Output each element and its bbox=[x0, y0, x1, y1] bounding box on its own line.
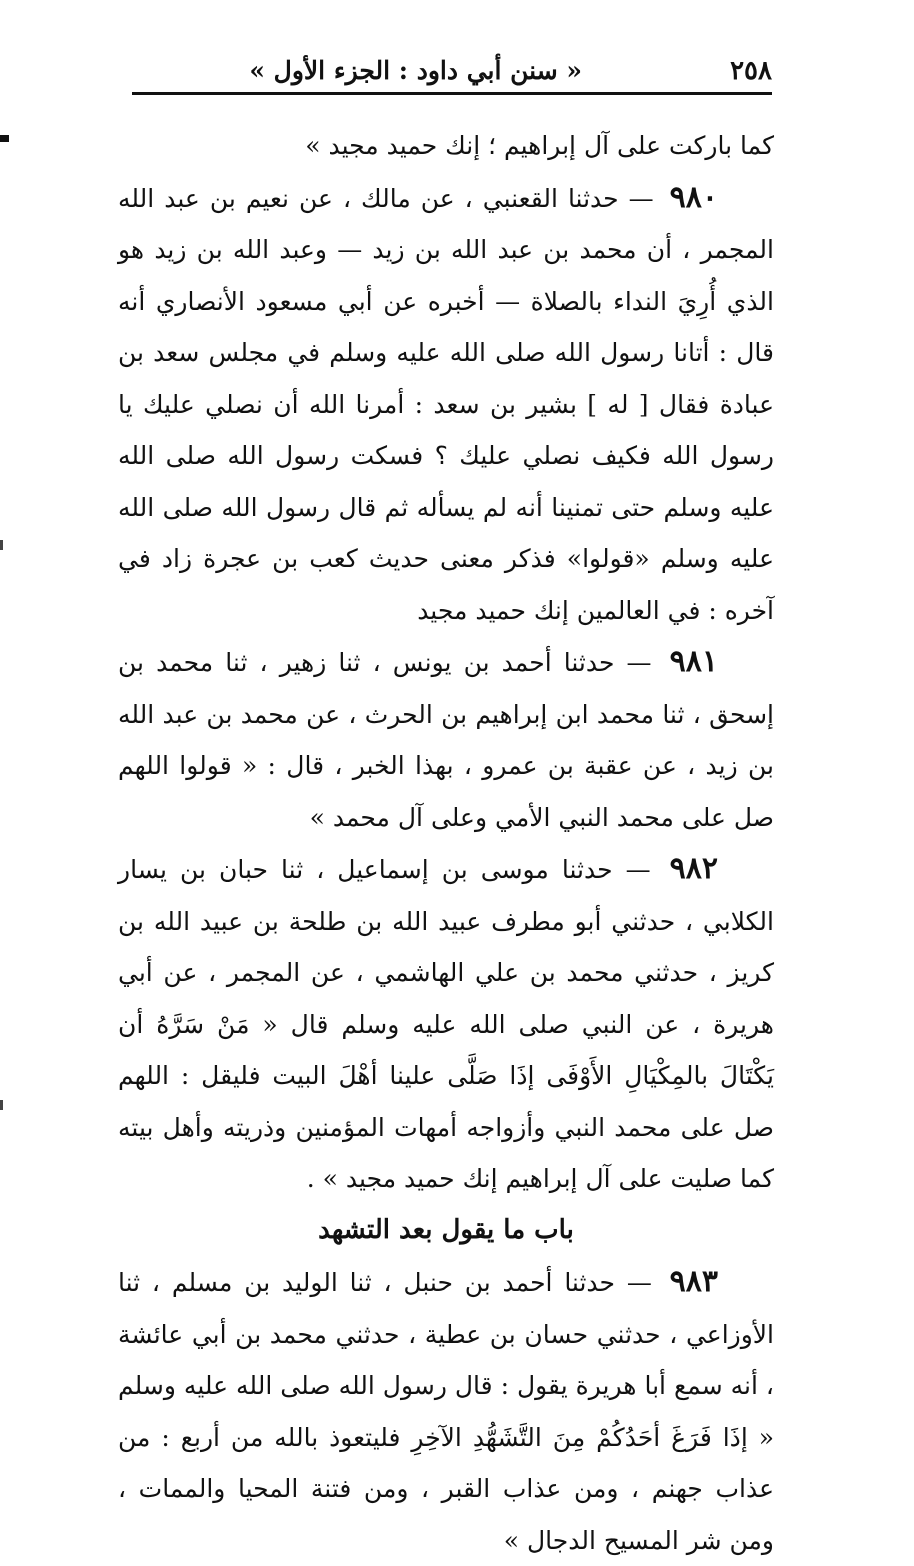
chapter-heading: باب ما يقول بعد التشهد bbox=[318, 1214, 574, 1245]
hadith-982 bbox=[118, 843, 774, 1205]
scan-margin-mark bbox=[0, 135, 9, 142]
hadith-983 bbox=[118, 1256, 774, 1566]
page-number: ٢٥٨ bbox=[730, 56, 772, 86]
continuation-text: كما باركت على آل إبراهيم ؛ إنك حميد مجيد » bbox=[305, 131, 774, 160]
continuation-paragraph bbox=[118, 120, 774, 172]
scan-margin-mark bbox=[0, 1100, 3, 1110]
hadith-981 bbox=[118, 636, 774, 843]
hadith-number-980: ٩٨٠ bbox=[669, 179, 718, 215]
hadith-number-981: ٩٨١ bbox=[669, 644, 718, 679]
hadith-number-982: ٩٨٢ bbox=[669, 851, 718, 886]
page-header bbox=[132, 52, 772, 90]
hadith-text-983: — حدثنا أحمد بن حنبل ، ثنا الوليد بن مسلم ، ثنا الأوزاعي ، حدثني حسان بن عطية ، حدثني محمد بن أبي عائشة ، أنه سمع أبا هريرة يقول : قال رسول الله صلى الله عليه وسلم « إذَا فَرَغَ أحَدُكُمْ مِنَ التَّشَهُّدِ الآخِرِ فليتعوذ بالله من أربع : من عذاب جهنم ، ومن عذاب القبر ، ومن فتنة المحيا والممات ، ومن شر المسيح الدجال » bbox=[118, 1268, 774, 1555]
hadith-number-983: ٩٨٣ bbox=[669, 1264, 718, 1299]
running-title: « سنن أبي داود : الجزء الأول » bbox=[249, 56, 582, 85]
header-rule bbox=[132, 92, 772, 95]
scan-margin-mark bbox=[0, 540, 3, 550]
hadith-text-981: — حدثنا أحمد بن يونس ، ثنا زهير ، ثنا محمد بن إسحق ، ثنا محمد ابن إبراهيم بن الحرث ، عن محمد بن عبد الله بن زيد ، عن عقبة بن عمرو ، بهذا الخبر ، قال : « قولوا اللهم صل على محمد النبي الأمي وعلى آل محمد » bbox=[118, 648, 774, 832]
hadith-text-982: — حدثنا موسى بن إسماعيل ، ثنا حبان بن يسار الكلابي ، حدثني أبو مطرف عبيد الله بن طلحة بن عبيد الله بن كريز ، حدثني محمد بن علي الهاشمي ، عن المجمر ، عن أبي هريرة ، عن النبي صلى الله عليه وسلم قال « مَنْ سَرَّهُ أن يَكْتَالَ بالمِكْيَالِ الأَوْفَى إذَا صَلَّى علينا أهْلَ البيت فليقل : اللهم صل على محمد النبي وأزواجه أمهات المؤمنين وذريته وأهل بيته كما صليت على آل إبراهيم إنك حميد مجيد » . bbox=[118, 855, 774, 1193]
hadith-text-980: — حدثنا القعنبي ، عن مالك ، عن نعيم بن عبد الله المجمر ، أن محمد بن عبد الله بن زيد — وعبد الله بن زيد هو الذي أُرِيَ النداء بالصلاة — أخبره عن أبي مسعود الأنصاري أنه قال : أتانا رسول الله صلى الله عليه وسلم في مجلس سعد بن عبادة فقال [ له ] بشير بن سعد : أمرنا الله أن نصلي عليك يا رسول الله فكيف نصلي عليك ؟ فسكت رسول الله صلى الله عليه وسلم حتى تمنينا أنه لم يسأله ثم قال رسول الله صلى الله عليه وسلم «قولوا» فذكر معنى حديث كعب بن عجرة زاد في آخره : في العالمين إنك حميد مجيد bbox=[118, 183, 774, 625]
hadith-980 bbox=[118, 172, 774, 637]
main-text bbox=[118, 120, 774, 1566]
